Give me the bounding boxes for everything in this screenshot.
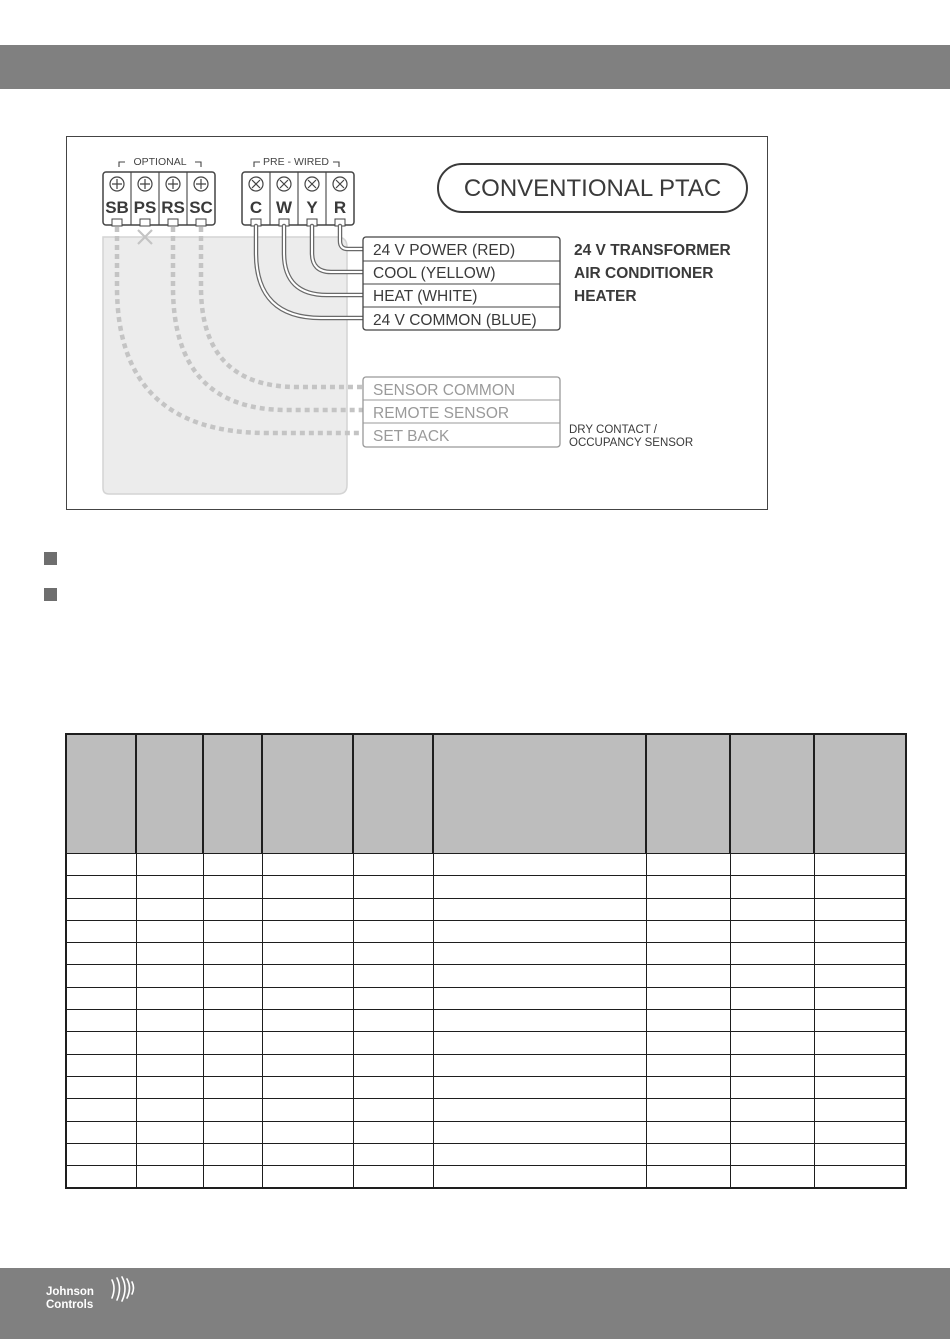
table-row (66, 1032, 906, 1054)
table-body (66, 854, 906, 1189)
occupancy-sensor-label: OCCUPANCY SENSOR (569, 437, 694, 449)
table-header-cell (730, 734, 814, 854)
terminal-sc-label: SC (189, 198, 213, 217)
table-cell (203, 1010, 262, 1032)
table-cell (814, 987, 906, 1009)
terminal-rs-label: RS (161, 198, 185, 217)
wire-label-blue: 24 V COMMON (BLUE) (373, 312, 537, 329)
table-cell (353, 1121, 433, 1143)
table-row (66, 920, 906, 942)
table-row (66, 1099, 906, 1121)
table-cell (433, 898, 646, 920)
table-cell (203, 1032, 262, 1054)
table-cell (730, 1143, 814, 1165)
table-cell (814, 898, 906, 920)
table-cell (262, 1121, 353, 1143)
table-cell (203, 1076, 262, 1098)
wiring-diagram (66, 136, 768, 510)
table-cell (433, 1054, 646, 1076)
table-cell (136, 1032, 203, 1054)
table-header-cell (814, 734, 906, 854)
table-cell (66, 1076, 136, 1098)
table-row (66, 1010, 906, 1032)
dry-contact-label: DRY CONTACT / (569, 424, 657, 436)
screw-plus-icon (110, 177, 124, 191)
table-cell (136, 987, 203, 1009)
data-table (65, 733, 907, 1189)
terminal-r-label: R (333, 198, 347, 217)
table-cell (730, 920, 814, 942)
table-cell (646, 1076, 730, 1098)
header-band (0, 45, 950, 89)
table-cell (136, 898, 203, 920)
table-cell (433, 1143, 646, 1165)
table-cell (730, 1054, 814, 1076)
table-row (66, 1166, 906, 1189)
equipment-label-heater: HEATER (574, 288, 637, 305)
table-cell (136, 943, 203, 965)
table-row (66, 876, 906, 898)
table-cell (814, 1099, 906, 1121)
table-cell (814, 1032, 906, 1054)
table-cell (203, 854, 262, 876)
table-cell (814, 965, 906, 987)
table-cell (262, 920, 353, 942)
table-cell (136, 1143, 203, 1165)
table-cell (262, 965, 353, 987)
table-cell (730, 1099, 814, 1121)
table-cell (136, 965, 203, 987)
table-cell (203, 1121, 262, 1143)
table-cell (433, 854, 646, 876)
table-cell (66, 1099, 136, 1121)
table-cell (730, 1010, 814, 1032)
table-cell (730, 876, 814, 898)
table-cell (730, 854, 814, 876)
prewired-bracket-left (254, 162, 260, 167)
table-cell (262, 943, 353, 965)
table-cell (730, 1121, 814, 1143)
table-cell (433, 1032, 646, 1054)
wire-label-yellow: COOL (YELLOW) (373, 265, 496, 282)
table-cell (730, 1166, 814, 1189)
optional-bracket-right (195, 162, 201, 167)
table-cell (353, 1099, 433, 1121)
table-header-cell (203, 734, 262, 854)
table-cell (353, 898, 433, 920)
table-cell (433, 943, 646, 965)
table-cell (353, 987, 433, 1009)
equipment-label-air-conditioner: AIR CONDITIONER (574, 265, 714, 282)
wiring-diagram-svg (67, 137, 769, 511)
table-cell (262, 1054, 353, 1076)
table-cell (353, 876, 433, 898)
table-cell (262, 876, 353, 898)
table-row (66, 987, 906, 1009)
bullet-marker (44, 588, 57, 601)
table-cell (203, 898, 262, 920)
table-row (66, 1143, 906, 1165)
terminal-w-label: W (275, 198, 293, 217)
table-cell (262, 1099, 353, 1121)
table-row (66, 854, 906, 876)
table-cell (433, 1076, 646, 1098)
table-cell (646, 920, 730, 942)
table-cell (136, 1099, 203, 1121)
wire-label-white: HEAT (WHITE) (373, 288, 478, 305)
prewired-bracket-right (333, 162, 339, 167)
table-header-cell (353, 734, 433, 854)
table-cell (203, 1166, 262, 1189)
table-cell (203, 1143, 262, 1165)
table-cell (136, 1076, 203, 1098)
table-header-cell (646, 734, 730, 854)
table-cell (646, 943, 730, 965)
table-cell (66, 1166, 136, 1189)
table-row (66, 1121, 906, 1143)
table-row (66, 1076, 906, 1098)
table-cell (646, 987, 730, 1009)
table-cell (203, 1054, 262, 1076)
table-cell (646, 1121, 730, 1143)
optional-group-label: OPTIONAL (133, 156, 187, 168)
table-cell (433, 1121, 646, 1143)
table-cell (646, 1143, 730, 1165)
table-cell (203, 876, 262, 898)
table-cell (66, 1121, 136, 1143)
table-cell (66, 1032, 136, 1054)
table-cell (353, 854, 433, 876)
table-cell (353, 1166, 433, 1189)
table-cell (646, 1166, 730, 1189)
table-cell (730, 965, 814, 987)
table-cell (66, 1143, 136, 1165)
table-cell (353, 943, 433, 965)
table-cell (730, 943, 814, 965)
table-cell (353, 920, 433, 942)
table-cell (66, 987, 136, 1009)
table-cell (814, 920, 906, 942)
table-cell (136, 854, 203, 876)
optional-bracket-left (119, 162, 125, 167)
table-cell (353, 1032, 433, 1054)
terminal-c-label: C (249, 198, 263, 217)
table-cell (353, 965, 433, 987)
table-cell (433, 965, 646, 987)
table-cell (136, 1010, 203, 1032)
table-cell (262, 1076, 353, 1098)
table-cell (433, 1099, 646, 1121)
logo-line-1: Johnson (46, 1286, 94, 1298)
table-cell (814, 854, 906, 876)
table-cell (814, 876, 906, 898)
table-cell (66, 965, 136, 987)
terminal-sb-label: SB (105, 198, 129, 217)
sensor-label-remote: REMOTE SENSOR (373, 405, 510, 422)
table-cell (814, 1076, 906, 1098)
table-cell (646, 876, 730, 898)
wire-red (340, 226, 363, 249)
table-cell (66, 1010, 136, 1032)
table-cell (730, 987, 814, 1009)
logo-line-2: Controls (46, 1299, 94, 1311)
table-cell (203, 987, 262, 1009)
table-cell (66, 920, 136, 942)
sensor-label-common: SENSOR COMMON (373, 382, 516, 399)
table-cell (646, 1054, 730, 1076)
table-cell (203, 943, 262, 965)
table-cell (353, 1076, 433, 1098)
table-cell (262, 1010, 353, 1032)
table-cell (814, 1121, 906, 1143)
table-cell (814, 1166, 906, 1189)
table-cell (262, 854, 353, 876)
table-cell (66, 854, 136, 876)
wire-label-red: 24 V POWER (RED) (373, 242, 516, 259)
table-cell (203, 920, 262, 942)
table-cell (646, 965, 730, 987)
table-cell (136, 1121, 203, 1143)
table-cell (136, 1054, 203, 1076)
table-cell (262, 1032, 353, 1054)
table-cell (136, 876, 203, 898)
table-cell (730, 898, 814, 920)
table-cell (646, 1032, 730, 1054)
johnson-controls-logo (46, 1276, 146, 1316)
table-cell (66, 898, 136, 920)
johnson-controls-mark-icon (107, 1276, 137, 1304)
table-cell (136, 1166, 203, 1189)
table-cell (433, 876, 646, 898)
table-cell (646, 898, 730, 920)
table-cell (262, 898, 353, 920)
device-panel (103, 237, 347, 494)
table-cell (814, 1010, 906, 1032)
diagram-title: CONVENTIONAL PTAC (463, 175, 722, 202)
table-cell (433, 920, 646, 942)
table-header-cell (66, 734, 136, 854)
table-cell (203, 1099, 262, 1121)
data-table-container (65, 733, 905, 1189)
table-header-row (66, 734, 906, 854)
table-row (66, 965, 906, 987)
table-cell (814, 943, 906, 965)
table-cell (203, 965, 262, 987)
table-cell (433, 987, 646, 1009)
table-cell (646, 854, 730, 876)
table-cell (646, 1099, 730, 1121)
table-cell (262, 1143, 353, 1165)
screw-plus-icon (138, 177, 152, 191)
table-cell (136, 920, 203, 942)
table-row (66, 943, 906, 965)
screw-plus-icon (194, 177, 208, 191)
screw-plus-icon (166, 177, 180, 191)
table-cell (814, 1054, 906, 1076)
table-cell (262, 1166, 353, 1189)
table-cell (66, 876, 136, 898)
table-cell (433, 1166, 646, 1189)
table-cell (730, 1032, 814, 1054)
table-header-cell (433, 734, 646, 854)
table-cell (646, 1010, 730, 1032)
table-cell (353, 1054, 433, 1076)
equipment-label-transformer: 24 V TRANSFORMER (574, 242, 731, 259)
table-cell (730, 1076, 814, 1098)
table-cell (353, 1143, 433, 1165)
table-header-cell (136, 734, 203, 854)
table-row (66, 1054, 906, 1076)
prewired-group-label: PRE - WIRED (263, 156, 329, 168)
bullet-marker (44, 552, 57, 565)
table-cell (433, 1010, 646, 1032)
table-cell (353, 1010, 433, 1032)
table-cell (262, 987, 353, 1009)
table-cell (66, 943, 136, 965)
table-row (66, 898, 906, 920)
terminal-ps-label: PS (133, 198, 157, 217)
table-header-cell (262, 734, 353, 854)
table-cell (66, 1054, 136, 1076)
terminal-y-label: Y (306, 198, 318, 217)
table-cell (814, 1143, 906, 1165)
sensor-label-setback: SET BACK (373, 428, 450, 445)
